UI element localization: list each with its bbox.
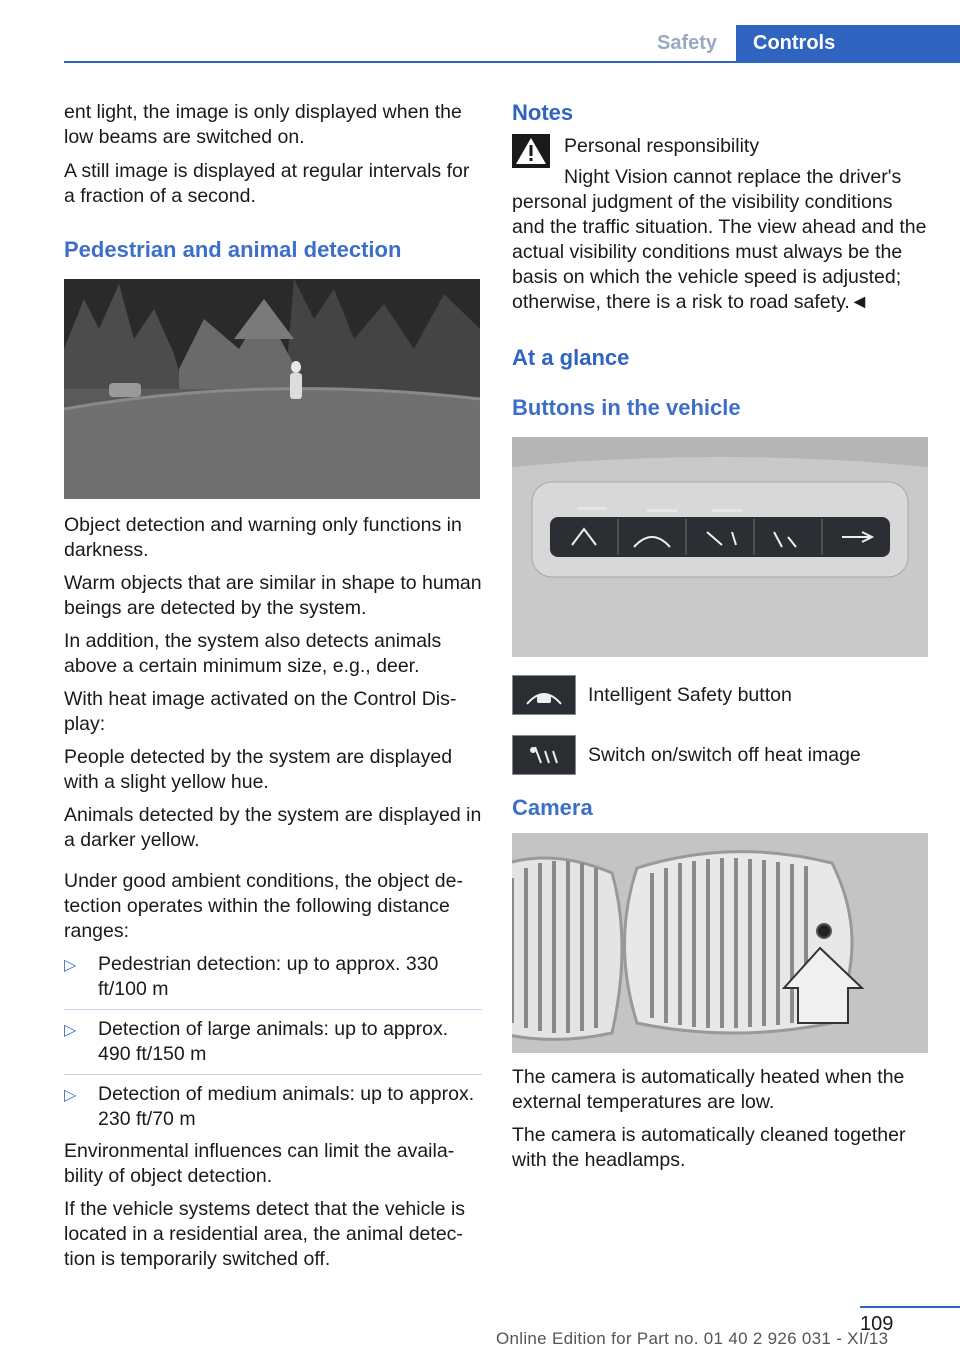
list-item-text: Detection of large animals: up to approx. 490 ft/150 m [98, 1018, 449, 1065]
distance-list [64, 952, 482, 1132]
paragraph: Under good ambient conditions, the object detection operates within the following distance ranges: [64, 870, 463, 942]
paragraph: Warm objects that are similar in shape to human beings are detected by the system. [64, 572, 482, 619]
paragraph: In addition, the system also detects animals above a certain minimum size, e.g., deer. [64, 630, 442, 677]
list-item-text: Detection of medium animals: up to approx. 230 ft/70 m [98, 1083, 475, 1130]
heat-image-button-icon [512, 735, 576, 775]
warning-title: Personal responsibility [564, 135, 760, 157]
paragraph: With heat image activated on the Control Display: [64, 688, 457, 735]
warning-block [512, 134, 930, 190]
camera-grille-image [512, 833, 928, 1053]
legend-heat-image [512, 735, 930, 775]
paragraph: The camera is automatically cleaned together with the headlamps. [512, 1124, 906, 1171]
intelligent-safety-button-icon [512, 675, 576, 715]
chapter-header [638, 25, 960, 61]
divider [64, 1074, 482, 1075]
header-rule [64, 61, 960, 63]
chapter-tab-controls: Controls [736, 25, 960, 61]
page-number: 109 [860, 1313, 894, 1335]
section-heading-notes: Notes [512, 100, 574, 125]
legend-intelligent-safety [512, 675, 930, 715]
paragraph: Object detection and warning only functions in darkness. [64, 514, 462, 561]
list-item [64, 1017, 482, 1067]
list-item-text: Pedestrian detection: up to approx. 330 ft/100 m [98, 953, 439, 1000]
triangle-bullet-icon: ▷ [64, 957, 77, 974]
paragraph: Animals detected by the system are displayed in a darker yellow. [64, 804, 482, 851]
paragraph: ent light, the image is only displayed when the low beams are switched on. [64, 101, 462, 148]
edition-note: Online Edition for Part no. 01 40 2 926 031 - XI/13 [496, 1329, 889, 1348]
paragraph: A still image is displayed at regular intervals for a fraction of a second. [64, 160, 470, 207]
warning-triangle-icon [512, 134, 550, 168]
left-column [64, 100, 482, 1280]
paragraph: Environmental influences can limit the availability of object detection. [64, 1140, 455, 1187]
night-vision-image [64, 279, 480, 499]
section-heading-pedestrian: Pedestrian and animal detection [64, 237, 402, 262]
warning-text: personal judgment of the visibility conditions and the traffic situation. The view ahead and the actual visibility conditions must always be the basis on which the vehicle speed is adjusted; otherwise, there is a risk to road safety.◄ [512, 191, 927, 313]
triangle-bullet-icon: ▷ [64, 1087, 77, 1104]
paragraph: If the vehicle systems detect that the vehicle is located in a residential area, the animal detection is temporarily switched off. [64, 1198, 466, 1270]
warning-text-first-line: Night Vision cannot replace the driver's [564, 166, 902, 188]
divider [64, 1009, 482, 1010]
paragraph: People detected by the system are displayed with a slight yellow hue. [64, 746, 453, 793]
subheading-buttons: Buttons in the vehicle [512, 395, 741, 420]
vehicle-buttons-image [512, 437, 928, 657]
section-heading-camera: Camera [512, 795, 593, 820]
legend-label: Intelligent Safety button [588, 683, 792, 706]
triangle-bullet-icon: ▷ [64, 1022, 77, 1039]
section-tab-safety: Safety [638, 25, 736, 61]
legend-label: Switch on/switch off heat image [588, 743, 861, 766]
list-item [64, 1082, 482, 1132]
right-column [512, 100, 930, 1181]
list-item [64, 952, 482, 1002]
section-heading-at-a-glance: At a glance [512, 345, 630, 370]
paragraph: The camera is automatically heated when the external temperatures are low. [512, 1066, 905, 1113]
footer-rule [860, 1306, 960, 1308]
